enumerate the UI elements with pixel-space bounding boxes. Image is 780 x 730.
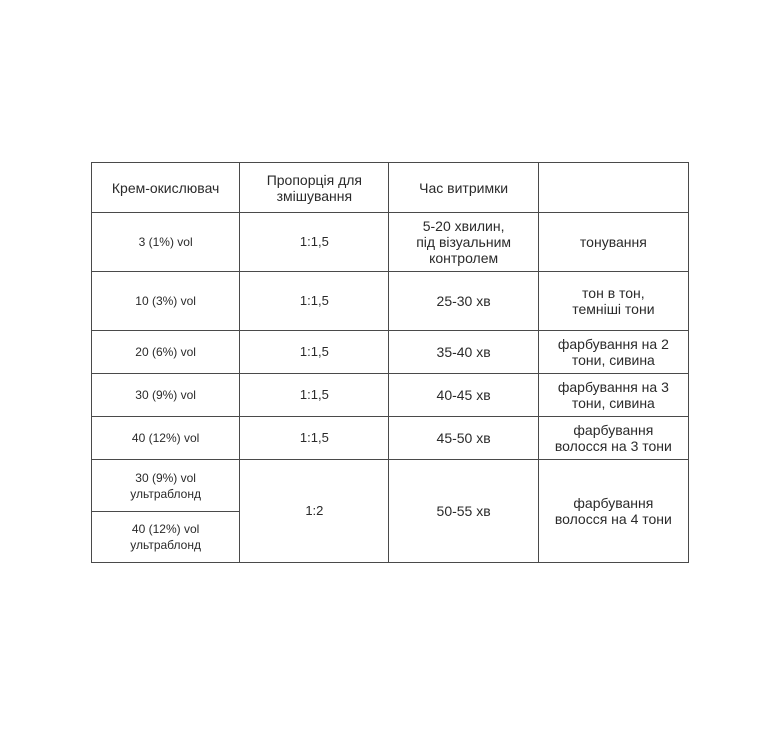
result-cell: тонування xyxy=(538,213,688,272)
oxidant-table xyxy=(91,162,689,563)
oxidant-cell: 20 (6%) vol xyxy=(92,331,240,374)
result-cell: фарбування волосся на 3 тони xyxy=(538,417,688,460)
oxidant-cell: 30 (9%) vol xyxy=(92,374,240,417)
oxidant-cell: 40 (12%) vol xyxy=(92,417,240,460)
oxidant-cell: 10 (3%) vol xyxy=(92,272,240,331)
table-row xyxy=(92,374,689,417)
table-header-row xyxy=(92,163,689,213)
result-cell: тон в тон, темніші тони xyxy=(538,272,688,331)
table-row xyxy=(92,417,689,460)
time-cell: 5-20 хвилин, під візуальним контролем xyxy=(389,213,538,272)
time-cell: 35-40 хв xyxy=(389,331,538,374)
result-cell: фарбування на 2 тони, сивина xyxy=(538,331,688,374)
table-row xyxy=(92,213,689,272)
time-cell: 40-45 хв xyxy=(389,374,538,417)
ratio-cell: 1:1,5 xyxy=(240,417,389,460)
time-cell-ultrablond: 50-55 хв xyxy=(389,460,538,563)
ratio-cell-ultrablond: 1:2 xyxy=(240,460,389,563)
header-ratio: Пропорція для змішування xyxy=(240,163,389,213)
time-cell: 25-30 хв xyxy=(389,272,538,331)
oxidant-cell: 3 (1%) vol xyxy=(92,213,240,272)
table-row xyxy=(92,331,689,374)
header-oxidant: Крем-окислювач xyxy=(92,163,240,213)
header-time: Час витримки xyxy=(389,163,538,213)
result-cell: фарбування на 3 тони, сивина xyxy=(538,374,688,417)
time-cell: 45-50 хв xyxy=(389,417,538,460)
header-result xyxy=(538,163,688,213)
table-row xyxy=(92,460,689,512)
result-cell-ultrablond: фарбування волосся на 4 тони xyxy=(538,460,688,563)
oxidant-cell-ultrablond-9: 30 (9%) vol ультраблонд xyxy=(92,460,240,512)
ratio-cell: 1:1,5 xyxy=(240,272,389,331)
table-row xyxy=(92,272,689,331)
ratio-cell: 1:1,5 xyxy=(240,213,389,272)
oxidant-cell-ultrablond-12: 40 (12%) vol ультраблонд xyxy=(92,512,240,563)
ratio-cell: 1:1,5 xyxy=(240,331,389,374)
ratio-cell: 1:1,5 xyxy=(240,374,389,417)
